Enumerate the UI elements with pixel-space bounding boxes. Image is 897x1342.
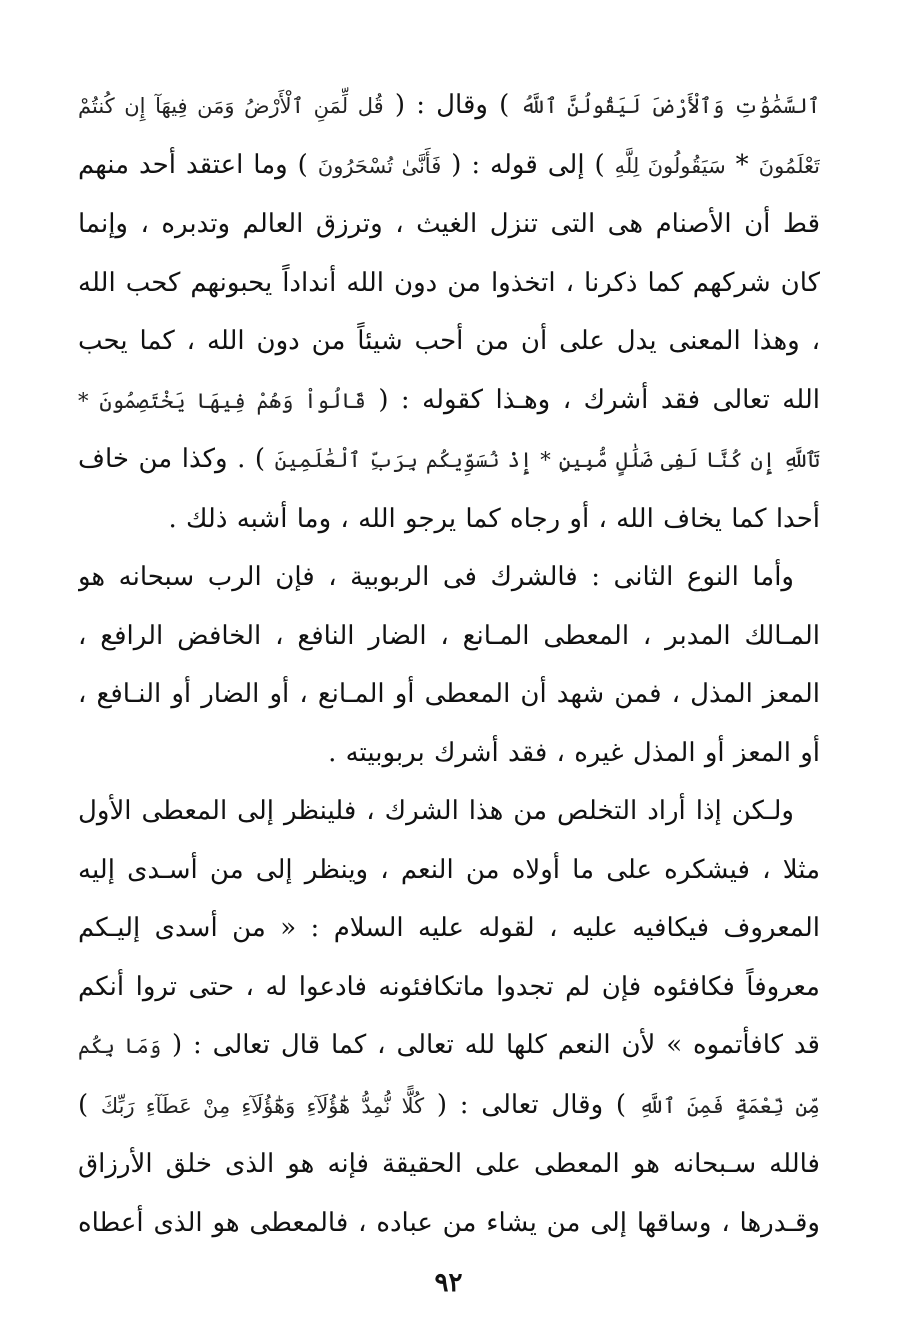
main-text — [78, 76, 820, 1256]
quran-verse: كُلًّا نُّمِدُّ هَٰٓؤُلَآءِ وَهَٰٓؤُلَآءِ مِنْ عَطَآءِ رَبِّكَ — [100, 1093, 425, 1118]
paragraph — [78, 548, 820, 782]
paragraph — [78, 76, 820, 548]
paragraph — [78, 782, 820, 1256]
prose-text: ) وقال : ( — [383, 90, 521, 120]
quran-verse: ٱلسَّمَٰوَٰتِ وَٱلْأَرْضَ لَيَقُولُنَّ ٱللَّهُ — [520, 94, 820, 118]
quran-verse: قَالُواْ وَهُمْ فِيهَا يَخْتَصِمُونَ * تَٱللَّهِ إِن كُنَّا لَفِى ضَلَٰلٍ مُّبِينٍ * إِذْ نُسَوِّيكُم بِرَبِّ ٱلْعَٰلَمِينَ — [78, 388, 820, 472]
prose-text: ولـكن إذا أراد التخلص من هذا الشرك ، فلينظر إلى المعطى الأول مثلا ، فيشكره على ما أولاه من النعم ، وينظر إلى من أسـدى إليه المعروف فيكافيه عليه ، لقوله عليه السلام : « من أسدى إليـكم معروفاً فكافئوه فإن لم تجدوا ماتكافئونه فادعوا له ، حتى تروا أنكم قد كافأتموه » لأن النعم كلها لله تعالى ، كما قال تعالى : ( — [78, 796, 820, 1060]
page-body — [78, 76, 820, 1256]
prose-text: ) . وكذا من خاف أحدا كما يخاف الله ، أو رجاه كما يرجو الله ، وما أشبه ذلك . — [78, 444, 820, 534]
prose-text: ) فالله سـبحانه هو المعطى على الحقيقة فإنه هو الذى خلق الأرزاق وقـدرها ، وساقها إلى من يشاء من عباده ، فالمعطى هو الذى أعطاه — [78, 1089, 820, 1238]
quran-verse: سَيَقُولُونَ لِلَّهِ — [614, 153, 726, 178]
prose-text: * — [725, 149, 759, 180]
prose-text: ) إلى قوله : ( — [441, 149, 615, 180]
prose-text: ) وما اعتقد أحد منهم قط أن الأصنام هى التى تنزل الغيث ، وترزق العالم وتدبره ، وإنما كان شركهم كما ذكرنا ، اتخذوا من دون الله أنداداً يحبونهم كحب الله ، وهذا المعنى يدل على أن من أحب شيئاً من دون الله ، كما يحب الله تعالى فقد أشرك ، وهـذا كقوله : ( — [78, 149, 820, 415]
quran-verse: وَمَا بِكُم مِّن نِّعْمَةٍ فَمِنَ ٱللَّهِ — [78, 1034, 820, 1118]
page-number: ٩٢ — [434, 1268, 463, 1298]
quran-verse: قُل لِّمَنِ ٱلْأَرْضُ وَمَن فِيهَآ إِن كُنتُمْ تَعْلَمُونَ — [78, 94, 820, 178]
prose-text: وأما النوع الثانى : فالشرك فى الربوبية ، فإن الرب سبحانه هو المـالك المدبر ، المعطى المـانع ، الضار النافع ، الخافض الرافع ، المعز المذل ، فمن شهد أن المعطى أو المـانع ، أو الضار أو النـافع ، أو المعز أو المذل غيره ، فقد أشرك بربوبيته . — [78, 562, 820, 768]
quran-verse: فَأَنَّىٰ تُسْحَرُونَ — [317, 153, 442, 178]
prose-text: ) وقال تعالى : ( — [424, 1089, 639, 1120]
